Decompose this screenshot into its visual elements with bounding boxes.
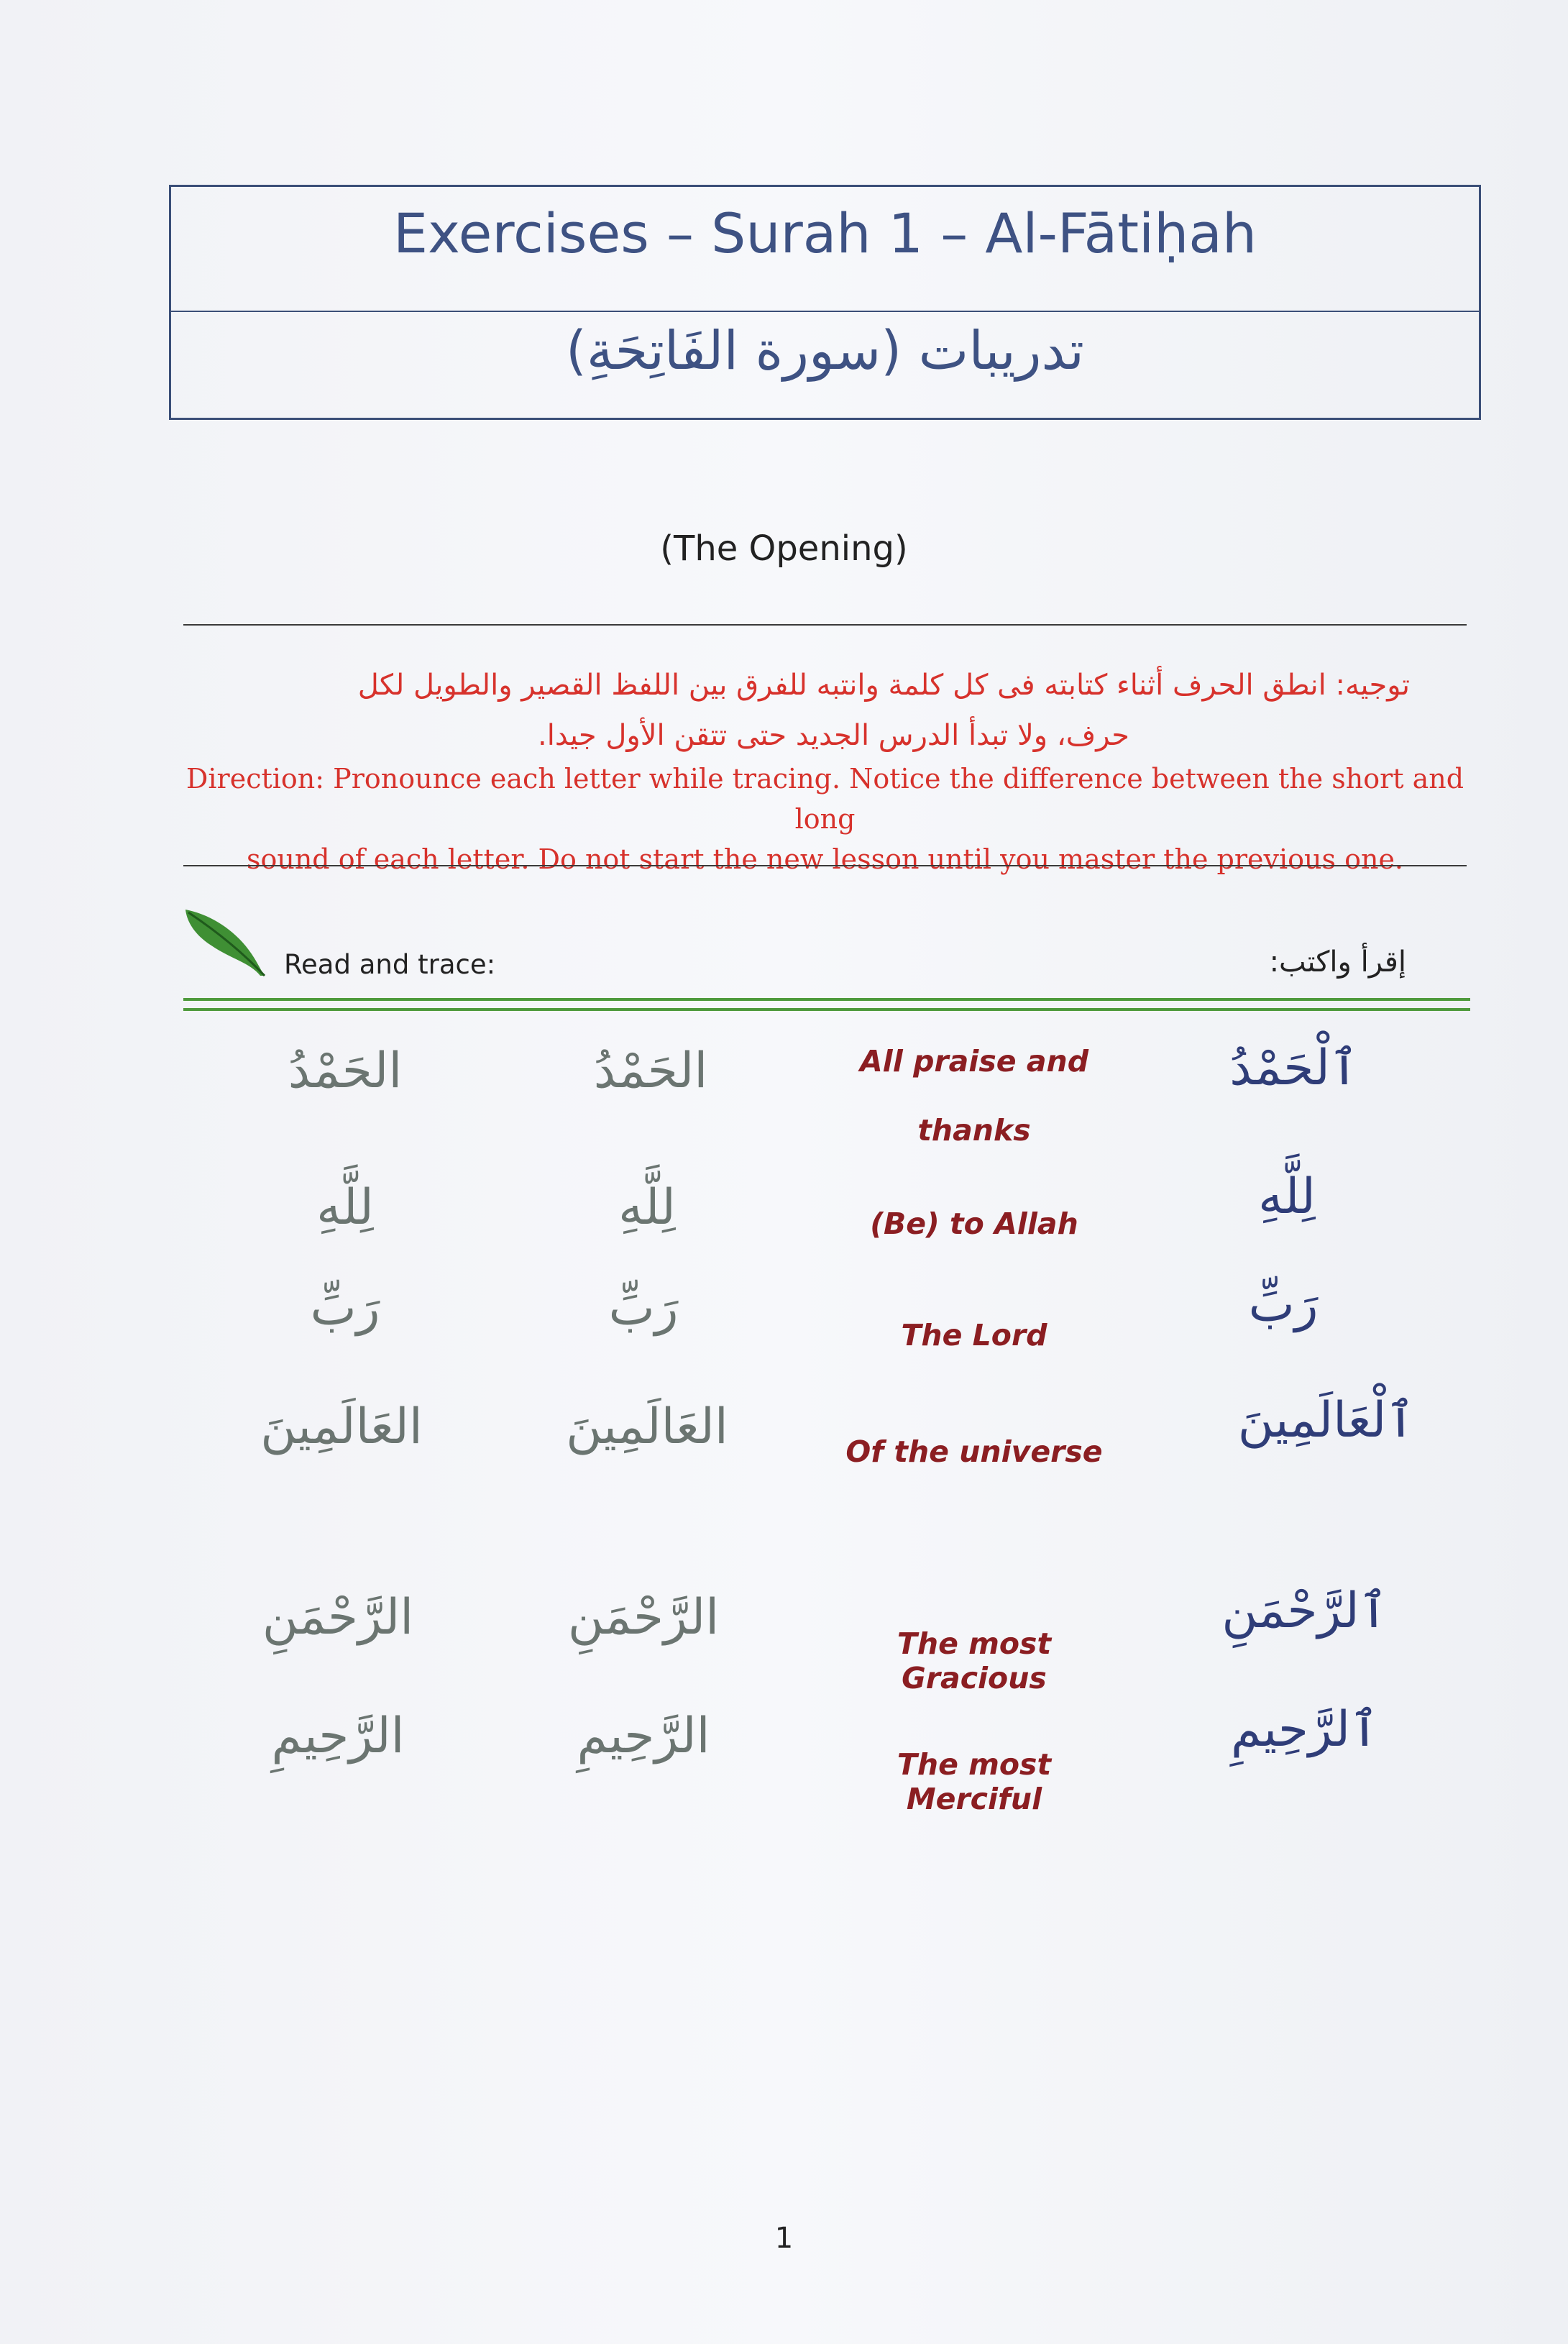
arabic-word: ٱلْحَمْدُ: [1229, 1040, 1359, 1097]
direction-english-line1: Direction: Pronounce each letter while tracing. Notice the difference between the short and long: [185, 763, 1464, 835]
subtitle: (The Opening): [660, 528, 908, 569]
title-box: [169, 185, 1481, 420]
trace-word: العَالَمِينَ: [566, 1398, 728, 1455]
arabic-word: ٱلرَّحْمَنِ: [1221, 1583, 1388, 1639]
arabic-word: ٱلرَّحِيمِ: [1231, 1701, 1379, 1758]
trace-word: لِلَّهِ: [316, 1179, 374, 1236]
direction-arabic: [145, 660, 1410, 761]
divider-top: [183, 624, 1467, 626]
title-divider: [171, 311, 1479, 312]
meaning-line: (Be) to Allah: [870, 1207, 1078, 1241]
trace-word: الحَمْدُ: [288, 1043, 403, 1099]
trace-word: رَبِّ: [310, 1280, 380, 1337]
trace-word: الرَّحِيمِ: [271, 1708, 405, 1764]
page-title: Exercises – Surah 1 – Al-Fātiḥah: [393, 201, 1257, 265]
trace-word: العَالَمِينَ: [260, 1398, 423, 1455]
direction-english: [173, 759, 1477, 879]
green-rule-2: [183, 1008, 1470, 1011]
trace-word: الحَمْدُ: [593, 1043, 708, 1099]
arabic-word: رَبِّ: [1248, 1276, 1319, 1333]
page-number: 1: [774, 2222, 794, 2255]
trace-word: لِلَّهِ: [618, 1179, 676, 1236]
arabic-word: ٱلْعَالَمِينَ: [1237, 1392, 1416, 1449]
trace-word: الرَّحْمَنِ: [567, 1589, 720, 1646]
read-and-trace-label: Read and trace:: [284, 949, 496, 980]
green-rule-1: [183, 998, 1470, 1001]
trace-word: الرَّحِيمِ: [577, 1708, 710, 1764]
divider-bottom: [183, 865, 1467, 866]
meaning-line: The most Merciful: [897, 1747, 1052, 1816]
trace-word: الرَّحْمَنِ: [262, 1589, 414, 1646]
feather-leaf-icon: [180, 901, 273, 980]
meaning-line: Of the universe: [845, 1434, 1103, 1469]
meaning-line: The Lord: [901, 1318, 1047, 1352]
page-title-arabic: تدريبات (سورة الفَاتِحَةِ): [566, 320, 1084, 382]
meaning-line: All praise and: [859, 1044, 1089, 1079]
trace-word: رَبِّ: [608, 1280, 679, 1337]
meaning-line: thanks: [917, 1113, 1031, 1148]
arabic-word: لِلَّهِ: [1258, 1168, 1316, 1225]
direction-english-line2: sound of each letter. Do not start the new lesson until you master the previous one.: [246, 843, 1404, 875]
direction-arabic-line2: حرف، ولا تبدأ الدرس الجديد حتى تتقن الأول جيدا.: [538, 719, 1129, 752]
direction-arabic-line1: توجيه: انطق الحرف أثناء كتابته فى كل كلمة وانتبه للفرق بين اللفظ القصير والطويل لكل: [357, 669, 1410, 702]
read-and-trace-label-arabic: إقرأ واكتب:: [1269, 946, 1406, 979]
meaning-line: The most Gracious: [897, 1626, 1052, 1695]
